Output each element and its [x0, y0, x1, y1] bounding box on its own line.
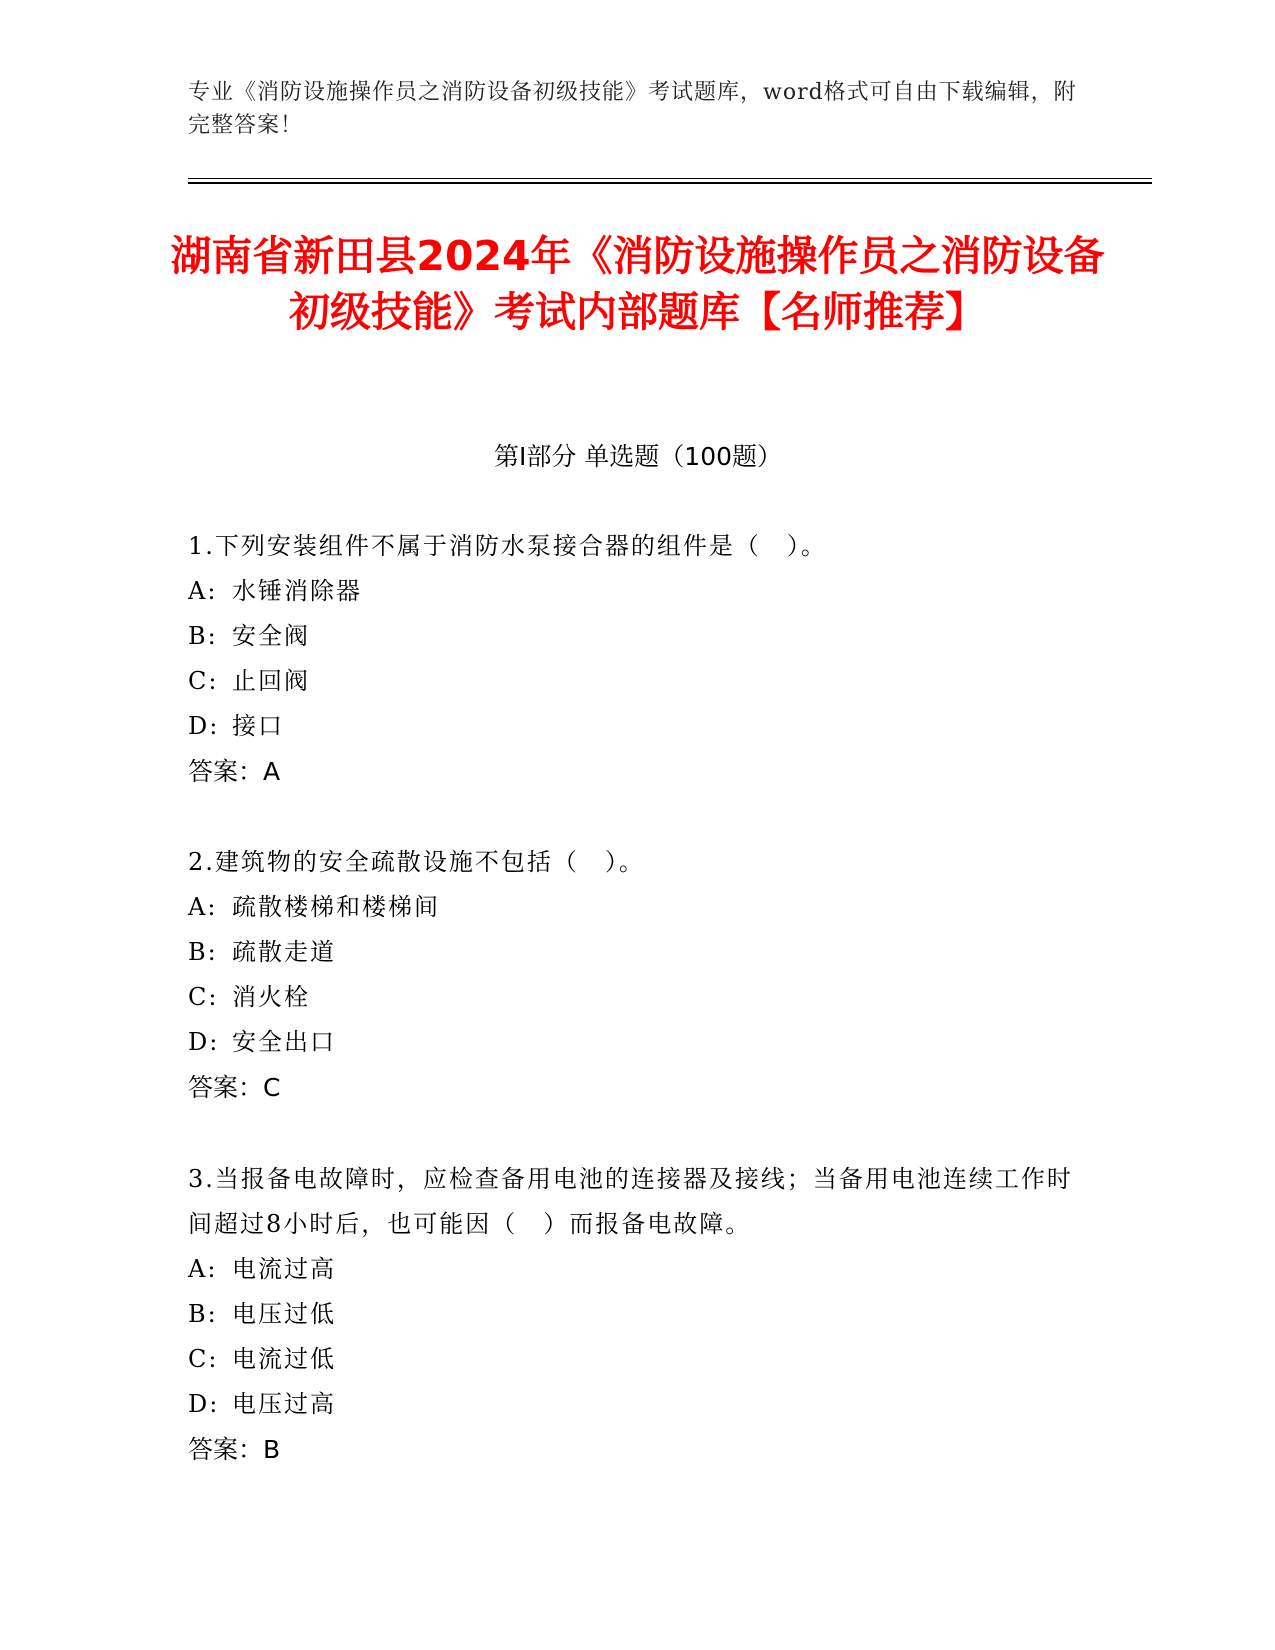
option-text: 水锤消除器	[232, 577, 362, 605]
option-letter: B:	[188, 1300, 218, 1328]
question-stem: 1.下列安装组件不属于消防水泵接合器的组件是（ ）。	[188, 532, 827, 560]
option-letter: C:	[188, 667, 219, 695]
option-d	[188, 1382, 1088, 1427]
option-letter: A:	[188, 577, 218, 605]
option-text: 电流过低	[232, 1345, 336, 1373]
answer-line: 答案：B	[188, 1435, 281, 1464]
option-letter: D:	[188, 712, 220, 740]
option-text: 疏散楼梯和楼梯间	[232, 893, 440, 921]
option-text: 消火栓	[232, 983, 310, 1011]
option-a	[188, 1247, 1088, 1292]
option-b	[188, 614, 1088, 659]
option-letter: C:	[188, 983, 219, 1011]
option-text: 电压过低	[232, 1300, 336, 1328]
option-text: 止回阀	[232, 667, 310, 695]
option-d	[188, 704, 1088, 749]
answer-line: 答案：C	[188, 1073, 281, 1102]
document-title: 湖南省新田县2024年《消防设施操作员之消防设备初级技能》考试内部题库【名师推荐】	[170, 232, 1105, 336]
section-heading: 第I部分 单选题（100题）	[493, 442, 783, 471]
answer-line: 答案：A	[188, 757, 281, 786]
option-text: 安全出口	[232, 1028, 336, 1056]
option-text: 安全阀	[232, 622, 310, 650]
option-a	[188, 569, 1088, 614]
option-text: 疏散走道	[232, 938, 336, 966]
option-a	[188, 885, 1088, 930]
option-c	[188, 975, 1088, 1020]
header-note: 专业《消防设施操作员之消防设备初级技能》考试题库，word格式可自由下载编辑，附完整答案！	[188, 80, 1077, 138]
question-stem: 3.当报备电故障时，应检查备用电池的连接器及接线；当备用电池连续工作时间超过8小时后，也可能因（ ）而报备电故障。	[188, 1165, 1073, 1238]
header-divider-thick	[188, 182, 1152, 184]
option-text: 接口	[232, 712, 284, 740]
option-letter: D:	[188, 1028, 220, 1056]
option-b	[188, 1292, 1088, 1337]
option-c	[188, 659, 1088, 704]
option-d	[188, 1020, 1088, 1065]
option-letter: A:	[188, 893, 218, 921]
option-text: 电压过高	[232, 1390, 336, 1418]
option-letter: B:	[188, 622, 218, 650]
option-letter: D:	[188, 1390, 220, 1418]
question-block	[188, 840, 1088, 1110]
question-block	[188, 1157, 1088, 1472]
header-divider-thin	[188, 178, 1152, 179]
question-block	[188, 524, 1088, 794]
option-letter: A:	[188, 1255, 218, 1283]
question-stem: 2.建筑物的安全疏散设施不包括（ ）。	[188, 848, 645, 876]
option-letter: B:	[188, 938, 218, 966]
option-b	[188, 930, 1088, 975]
option-letter: C:	[188, 1345, 219, 1373]
option-text: 电流过高	[232, 1255, 336, 1283]
option-c	[188, 1337, 1088, 1382]
